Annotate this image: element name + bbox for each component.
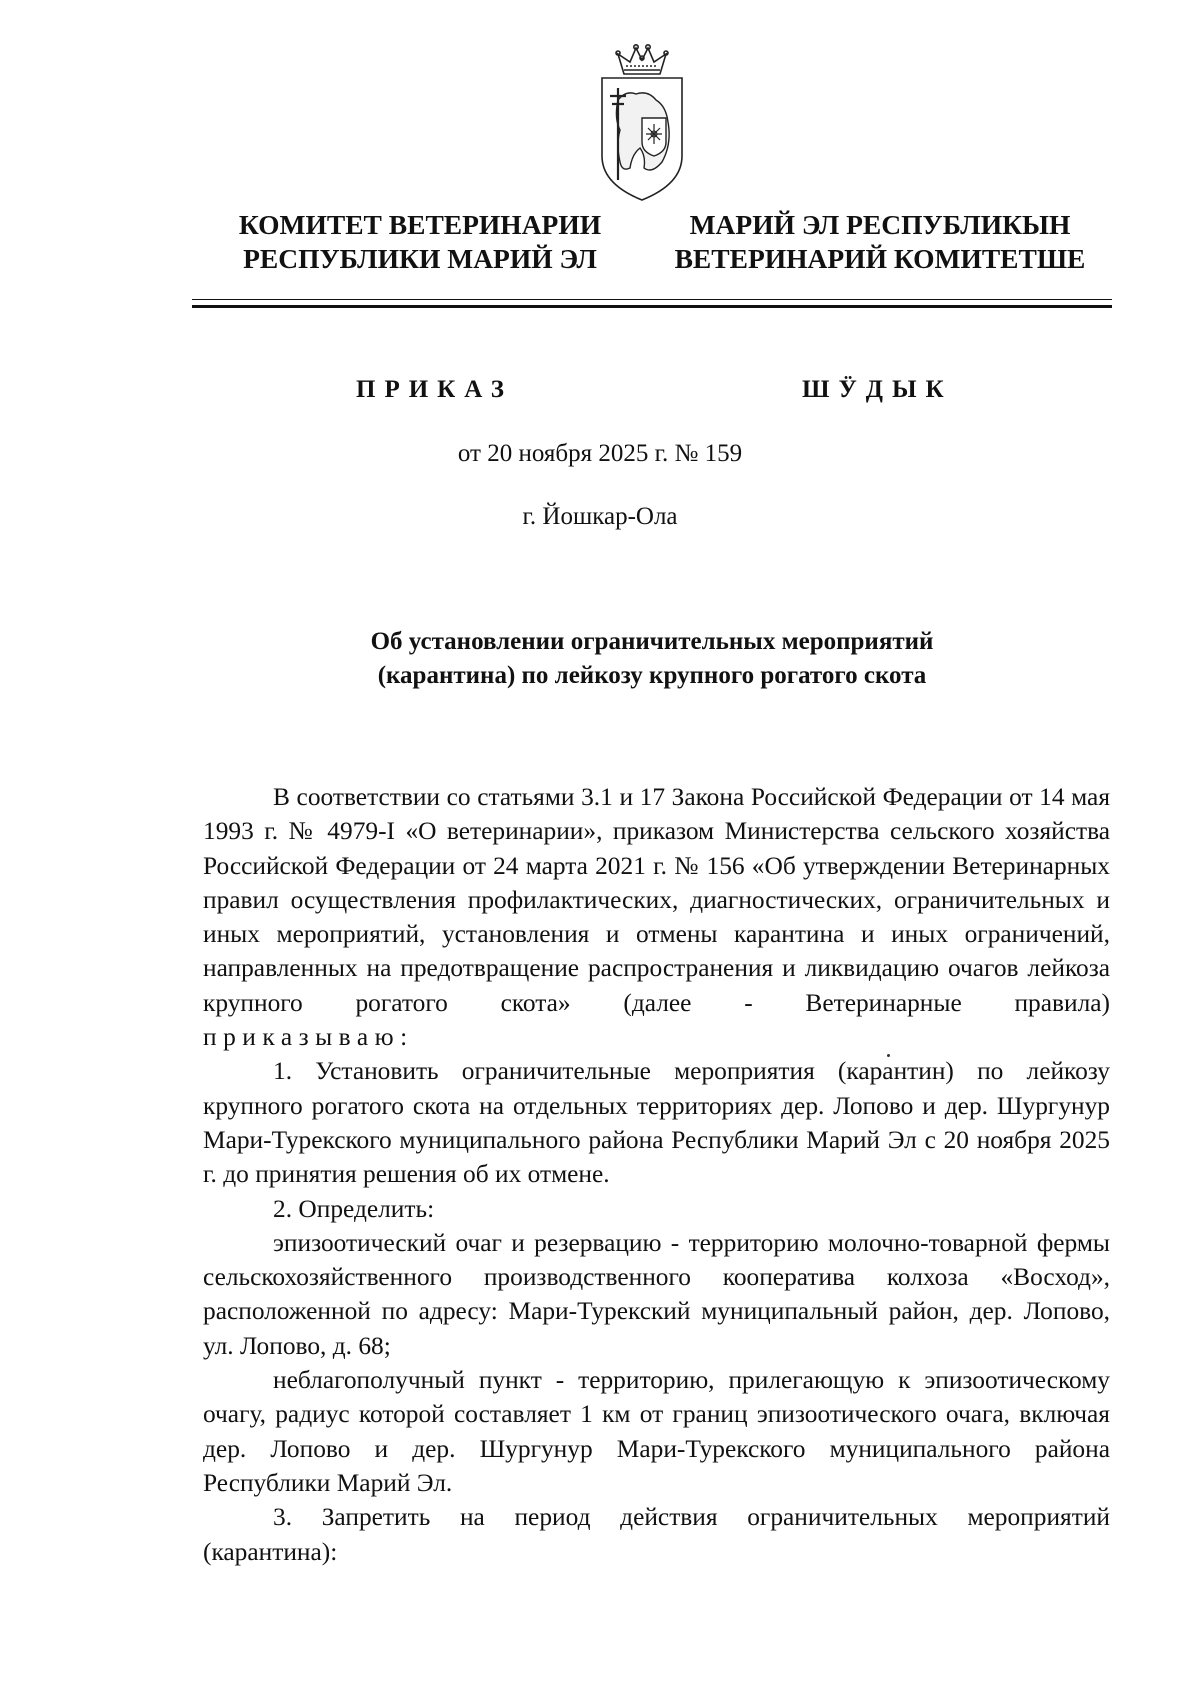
order-date-number: от 20 ноября 2025 г. № 159 bbox=[457, 440, 743, 467]
org-name-mari-line1: МАРИЙ ЭЛ РЕСПУБЛИКЫН bbox=[689, 209, 1071, 240]
org-name-russian bbox=[220, 208, 620, 276]
order-title bbox=[192, 625, 1112, 693]
order-title-line2: (карантина) по лейкозу крупного рогатого скота bbox=[377, 662, 927, 689]
preamble-paragraph: В соответствии со статьями 3.1 и 17 Закона Российской Федерации от 14 мая 1993 г. № 4979-I «О ветеринарии», приказом Министерства сельского хозяйства Российской Федерации от 24 марта 2021 г. № 156 «Об утверждении Ветеринарных правил осуществления профилактических, диагностических, ограничительных и иных мероприятий, установления и отмены карантина и иных ограничений, направленных на предотвращение распространения и ликвидацию очагов лейкоза крупного рогатого скота» (далее - Ветеринарные правила) bbox=[203, 783, 1110, 1017]
order-city: г. Йошкар-Ола bbox=[522, 503, 678, 530]
item-1: 1. Установить ограничительные мероприятия (карантин) по лейкозу крупного рогатого скота на отдельных территориях дер. Лопово и дер. Шургунур Мари-Турекского муниципального района Республики Марий Эл с 20 ноября 2025 г. до принятия решения об их отмене. bbox=[203, 1057, 1110, 1189]
order-body bbox=[203, 780, 1110, 1569]
order-word-mari: ШӰДЫК bbox=[802, 376, 953, 403]
header-divider-thin bbox=[192, 299, 1112, 300]
item-3: 3. Запретить на период действия ограничительных мероприятий (карантина): bbox=[203, 1503, 1110, 1566]
orders-word: приказываю: bbox=[203, 1023, 414, 1052]
coat-of-arms-icon bbox=[596, 44, 688, 204]
order-word-russian: ПРИКАЗ bbox=[356, 376, 513, 403]
item-2: 2. Определить: bbox=[273, 1194, 435, 1223]
header-divider-thick bbox=[192, 305, 1112, 308]
item-2-point: неблагополучный пункт - территорию, прилегающую к эпизоотическому очагу, радиус которой составляет 1 км от границ эпизоотического очага, включая дер. Лопово и дер. Шургунур Мари-Турекского муниципального района Республики Марий Эл. bbox=[203, 1366, 1110, 1497]
org-name-mari bbox=[660, 208, 1100, 276]
item-2-focus: эпизоотический очаг и резервацию - территорию молочно-товарной фермы сельскохозяйственного производственного кооператива колхоза «Восход», расположенной по адресу: Мари-Турекский муниципальный район, дер. Лопово, ул. Лопово, д. 68; bbox=[203, 1228, 1110, 1360]
order-title-line1: Об установлении ограничительных мероприятий bbox=[370, 628, 934, 655]
org-name-mari-line2: ВЕТЕРИНАРИЙ КОМИТЕТШЕ bbox=[674, 243, 1086, 274]
org-name-russian-line2: РЕСПУБЛИКИ МАРИЙ ЭЛ bbox=[243, 243, 597, 274]
org-name-russian-line1: КОМИТЕТ ВЕТЕРИНАРИИ bbox=[238, 209, 602, 240]
